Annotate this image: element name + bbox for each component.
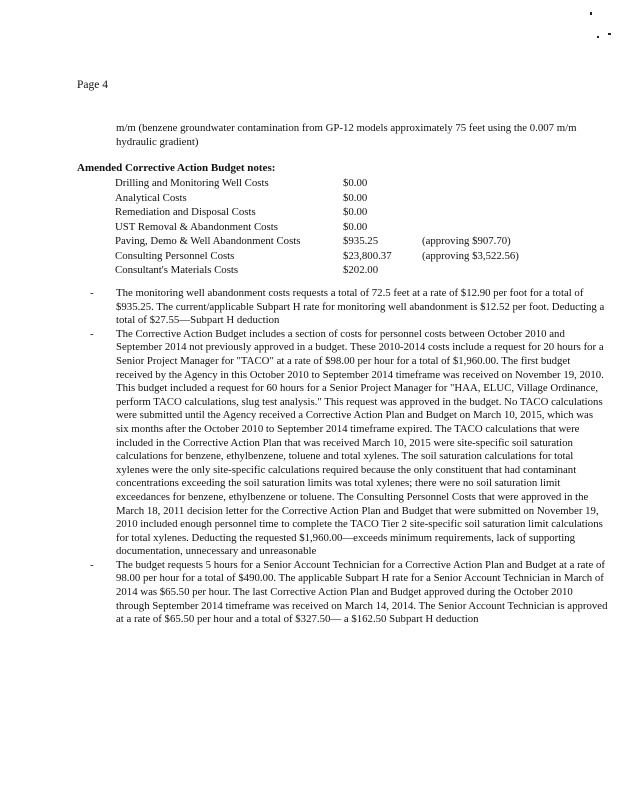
budget-amount: $0.00 [343,220,368,233]
budget-row [115,177,572,192]
budget-amount: $0.00 [343,191,368,204]
budget-amount: $0.00 [343,177,368,189]
scan-mark [590,12,592,15]
budget-table [115,177,572,279]
note-text: The monitoring well abandonment costs requests a total of 72.5 feet at a rate of $12.90 per foot for a total of $935.25. The current/applicable Subpart H rate for monitoring well abandonment is $12.52 per foot. Deducting a total of $27.55—Subpart H deduction [116,287,605,327]
budget-row [115,206,572,221]
budget-note: (approving $3,522.56) [422,249,519,262]
note-item [90,328,608,559]
intro-paragraph: m/m (benzene groundwater contamination from GP-12 models approximately 75 feet using the 0.007 m/m hydraulic gradient) [116,122,577,148]
budget-note [422,264,572,279]
budget-category: Analytical Costs [115,191,187,204]
budget-amount: $935.25 [343,235,379,247]
scan-mark [597,36,599,38]
section-heading: Amended Corrective Action Budget notes: [77,162,276,174]
budget-amount: $0.00 [343,206,368,218]
budget-amount: $202.00 [343,264,379,276]
note-text: The budget requests 5 hours for a Senior Account Technician for a Corrective Action Plan and Budget at a rate of 98.00 per hour for a total of $490.00. The applicable Subpart H rate for a Senior Account Technician in March of 2014 was $65.50 per hour. The last Corrective Action Plan and Budget approved during the October 2010 through September 2014 timeframe was received on March 14, 2014. The Senior Account Technician is approved at a rate of $65.50 per hour and a total of $327.50— a $162.50 Subpart H deduction [116,558,608,626]
budget-amount: $23,800.37 [343,249,392,262]
budget-note [422,221,572,236]
budget-category: UST Removal & Abandonment Costs [115,220,278,233]
budget-category: Remediation and Disposal Costs [115,206,256,218]
budget-category: Consulting Personnel Costs [115,249,235,262]
budget-note [422,192,572,207]
budget-category: Drilling and Monitoring Well Costs [115,177,269,189]
budget-note: (approving $907.70) [422,235,511,247]
budget-note [422,206,572,221]
budget-row [115,221,572,236]
budget-category: Paving, Demo & Well Abandonment Costs [115,235,301,247]
budget-row [115,192,572,207]
budget-category: Consultant's Materials Costs [115,264,239,276]
budget-row [115,235,572,250]
note-text: The Corrective Action Budget includes a section of costs for personnel costs between October 2010 and September 2014 not previously approved in a budget. These 2010-2014 costs include a request for 20 hours for a Senior Project Manager for "TACO" at a rate of $98.00 per hour for a total of $1,960.00. The first budget received by the Agency in this October 2010 to September 2014 timeframe was received on November 19, 2010. This budget included a request for 60 hours for a Senior Project Manager for "HAA, ELUC, Village Ordinance, perform TACO calculations, slug test analysis." This request was approved in the budget. No TACO calculations were submitted until the Agency received a Corrective Action Plan and Budget on March 10, 2015, which was six months after the October 2010 to September 2014 timeframe expired. The TACO calculations that were included in the Corrective Action Plan that was received March 10, 2015 were site-specific soil saturation calculations for benzene, ethylbenzene, toluene and total xylenes. The soil saturation calculations for total xylenes were the only site-specific calculations required because the only constituent that had contaminant concentrations exceeding the soil saturation limits was total xylenes; there were no soil saturation limit exceedances for benzene, ethylbenzene or toluene. The Consulting Personnel Costs that were approved in the March 18, 2011 decision letter for the Corrective Action Plan and Budget that were submitted on November 19, 2010 included enough personnel time to complete the TACO Tier 2 site-specific soil saturation limit calculations for total xylenes. Deducting the requested $1,960.00—exceeds minimum requirements, lack of supporting documentation, unnecessary and unreasonable [116,327,604,558]
note-item [90,287,608,328]
scan-mark [608,33,611,35]
page-number: Page 4 [77,79,108,91]
budget-row [115,264,572,279]
bullet-dash: - [90,558,94,571]
bullet-dash: - [90,327,94,340]
bullet-dash: - [90,287,94,299]
budget-note [422,177,572,192]
budget-row [115,250,572,265]
note-item [90,559,608,627]
notes-list [90,287,608,627]
